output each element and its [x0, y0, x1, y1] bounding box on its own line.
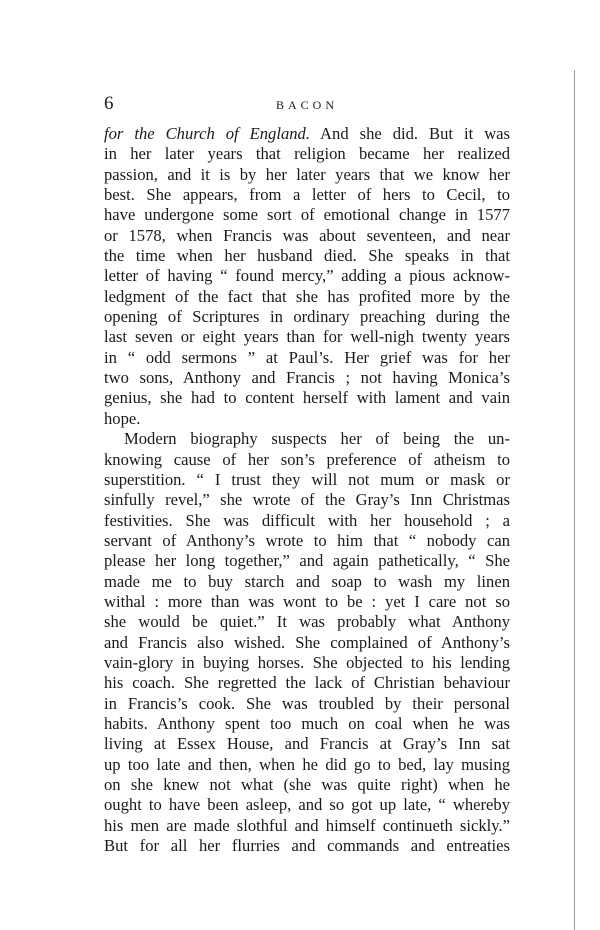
- text-line: [104, 246, 510, 266]
- line-text: or 1578, when Francis was about seventeen, and near: [104, 225, 510, 245]
- line-text: and Francis also wished. She complained of Anthony’s: [104, 632, 510, 652]
- line-text: festivities. She was difficult with her household ; a: [104, 510, 510, 530]
- text-line: [104, 368, 510, 388]
- line-text: sinfully revel,” she wrote of the Gray’s Inn Christmas: [104, 490, 510, 510]
- text-line: [104, 287, 510, 307]
- line-text: please her long together,” and again pathetically, “ She: [104, 551, 510, 571]
- text-line: [104, 694, 510, 714]
- text-line: [104, 653, 510, 673]
- line-text: last seven or eight years than for well-nigh twenty years: [104, 327, 510, 347]
- line-text: habits. Anthony spent too much on coal when he was: [104, 713, 510, 733]
- text-line: [104, 409, 510, 429]
- line-text: his coach. She regretted the lack of Christian behaviour: [104, 673, 510, 693]
- line-text: two sons, Anthony and Francis ; not having Monica’s: [104, 368, 510, 388]
- line-text: up too late and then, when he did go to bed, lay musing: [104, 754, 510, 774]
- line-text: hope.: [104, 408, 141, 428]
- text-line: [104, 470, 510, 490]
- line-text: in “ odd sermons ” at Paul’s. Her grief was for her: [104, 347, 510, 367]
- text-line: [104, 511, 510, 531]
- text-line: [104, 572, 510, 592]
- text-line: [104, 185, 510, 205]
- page-edge-line: [574, 70, 575, 930]
- text-line: [104, 795, 510, 815]
- line-text: ought to have been asleep, and so got up late, “ whereby: [104, 795, 510, 815]
- running-head: BACON: [275, 98, 338, 112]
- line-text: in her later years that religion became her realized: [104, 144, 510, 164]
- page-header: [104, 92, 510, 122]
- text-line: [104, 327, 510, 347]
- line-text: withal : more than was wont to be : yet I care not so: [104, 591, 510, 611]
- line-text: living at Essex House, and Francis at Gray’s Inn sat: [104, 734, 510, 754]
- text-line: [104, 734, 510, 754]
- line-text: letter of having “ found mercy,” adding a pious acknow-: [104, 266, 510, 286]
- text-line: [104, 205, 510, 225]
- text-line: [104, 775, 510, 795]
- line-text: superstition. “ I trust they will not mum or mask or: [104, 469, 510, 489]
- text-line: [104, 836, 510, 856]
- line-text: his men are made slothful and himself continueth sickly.”: [104, 815, 510, 835]
- line-text: opening of Scriptures in ordinary preaching during the: [104, 307, 510, 327]
- line-text: on she knew not what (she was quite right) when he: [104, 775, 510, 794]
- line-text: made me to buy starch and soap to wash my linen: [104, 571, 510, 591]
- line-text: ledgment of the fact that she has profited more by the: [104, 286, 510, 306]
- text-line: [104, 592, 510, 612]
- text-line: [104, 673, 510, 693]
- body-text: [104, 124, 510, 856]
- text-line: [104, 633, 510, 653]
- text-line: [104, 755, 510, 775]
- line-text: best. She appears, from a letter of hers to Cecil, to: [104, 185, 510, 205]
- line-text: she would be quiet.” It was probably what Anthony: [104, 612, 510, 632]
- text-line: [104, 429, 510, 449]
- line-text: have undergone some sort of emotional change in 1577: [104, 205, 510, 225]
- text-line: [104, 266, 510, 286]
- line-text: Modern biography suspects her of being the un-: [124, 429, 510, 449]
- text-line: [104, 551, 510, 571]
- text-line: [104, 226, 510, 246]
- line-text: But for all her flurries and commands and entreaties: [104, 836, 510, 856]
- line-text: the time when her husband died. She speaks in that: [104, 246, 510, 266]
- text-line: [104, 490, 510, 510]
- line-text: knowing cause of her son’s preference of atheism to: [104, 449, 510, 469]
- text-line: [104, 307, 510, 327]
- text-line: [104, 816, 510, 836]
- italic-phrase: for the Church of England.: [104, 124, 310, 143]
- line-text: And she did. But it was: [310, 124, 510, 143]
- text-line: [104, 388, 510, 408]
- line-text: vain-glory in buying horses. She objected to his lending: [104, 652, 510, 672]
- text-line: [104, 124, 510, 144]
- page-number: 6: [104, 93, 114, 114]
- text-line: [104, 450, 510, 470]
- line-text: servant of Anthony’s wrote to him that “ nobody can: [104, 530, 510, 550]
- text-line: [104, 612, 510, 632]
- line-text: genius, she had to content herself with lament and vain: [104, 388, 510, 408]
- line-text: in Francis’s cook. She was troubled by their personal: [104, 693, 510, 713]
- line-text: passion, and it is by her later years that we know her: [104, 164, 510, 184]
- text-line: [104, 714, 510, 734]
- text-line: [104, 348, 510, 368]
- text-line: [104, 144, 510, 164]
- text-line: [104, 165, 510, 185]
- text-line: [104, 531, 510, 551]
